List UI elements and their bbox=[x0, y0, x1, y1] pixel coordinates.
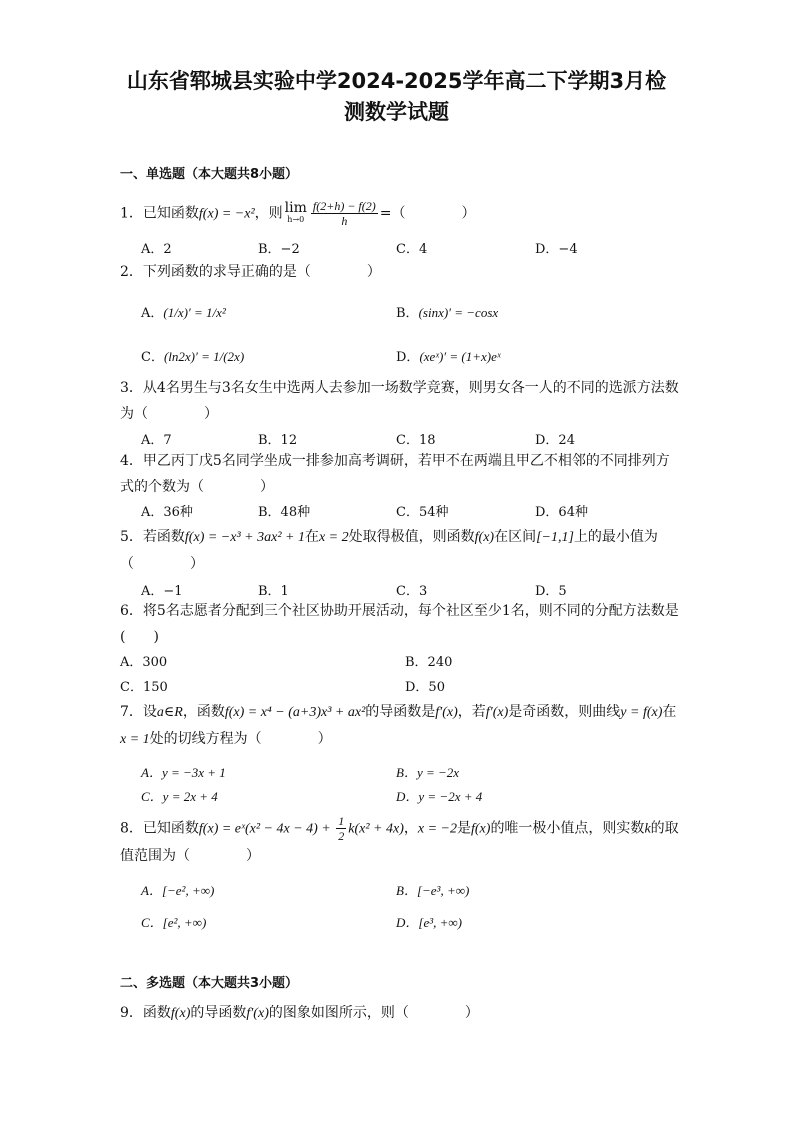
q1-option-c[interactable]: C．4 bbox=[396, 242, 428, 257]
q1-option-b[interactable]: B．−2 bbox=[258, 242, 300, 257]
section-heading-multi-choice: 二、多选题（本大题共3小题） bbox=[120, 976, 299, 991]
q8-k: k bbox=[644, 821, 651, 837]
q2-d-expr: (xeˣ)′ = (1+x)eˣ bbox=[419, 349, 501, 364]
q7-a-in-r: a∈R bbox=[156, 705, 183, 720]
q4-option-c[interactable]: C．54种 bbox=[396, 505, 449, 520]
q8-option-b[interactable]: B．[−e³, +∞) bbox=[396, 883, 470, 898]
question-3: 3．从4名男生与3名女生中选两人去参加一场数学竞赛，则男女各一人的不同的选派方法数为（ ） bbox=[120, 380, 679, 422]
question-2: 2．下列函数的求导正确的是（ ） bbox=[120, 264, 381, 280]
q1-limit bbox=[284, 199, 307, 226]
q5-option-c[interactable]: C．3 bbox=[396, 584, 428, 599]
q8-function-tail: k(x² + 4x) bbox=[348, 821, 404, 837]
q1-lim-sub: h→0 bbox=[287, 214, 305, 224]
q5-function: f(x) = −x³ + 3ax² + 1 bbox=[184, 530, 305, 545]
q3-option-b[interactable]: B．12 bbox=[258, 433, 298, 448]
q7-option-a[interactable]: A．y = −3x + 1 bbox=[141, 765, 226, 780]
q7-text-1: 7．设 bbox=[120, 704, 157, 720]
q9-function: f(x) bbox=[170, 1006, 191, 1021]
q7-option-b[interactable]: B．y = −2x bbox=[396, 765, 460, 780]
q7-x-value: x = 1 bbox=[120, 732, 150, 747]
q2-d-label: D． bbox=[396, 350, 420, 365]
q1-function: f(x) = −x² bbox=[198, 206, 255, 222]
question-1 bbox=[120, 199, 680, 228]
page-title bbox=[60, 66, 733, 128]
question-8 bbox=[120, 814, 680, 869]
q1-lim-word: lim bbox=[284, 199, 307, 216]
q2-c-label: C． bbox=[141, 350, 164, 365]
q7-option-c[interactable]: C．y = 2x + 4 bbox=[141, 789, 218, 804]
q8-text-3: 是 bbox=[457, 820, 471, 837]
q1-option-d[interactable]: D．−4 bbox=[535, 242, 578, 257]
q9-text-2: 的导函数 bbox=[190, 1005, 247, 1021]
q8-option-d[interactable]: D．[e³, +∞) bbox=[396, 915, 462, 930]
q8-x-value: x = −2 bbox=[417, 821, 457, 837]
q2-option-d[interactable] bbox=[396, 346, 501, 365]
q5-interval: [−1,1] bbox=[536, 530, 574, 545]
q8-half-fraction bbox=[336, 814, 346, 843]
q2-a-expr: (1/x)′ = 1/x² bbox=[163, 305, 226, 320]
question-9 bbox=[120, 1000, 680, 1027]
q9-text-3: 的图象如图所示，则（ ） bbox=[268, 1005, 479, 1021]
q6-option-a[interactable]: A．300 bbox=[120, 655, 168, 670]
q7-text-5: 是奇函数，则曲线 bbox=[508, 704, 621, 720]
q2-a-label: A． bbox=[141, 306, 164, 321]
q5-option-a[interactable]: A．−1 bbox=[141, 584, 183, 599]
q2-c-expr: (ln2x)′ = 1/(2x) bbox=[163, 349, 245, 364]
q7-text-3: 的导函数是 bbox=[365, 704, 436, 720]
question-4: 4．甲乙丙丁戊5名同学坐成一排参加高考调研，若甲不在两端且甲乙不相邻的不同排列方式的个数为（ ） bbox=[120, 453, 670, 495]
q5-text-1: 5．若函数 bbox=[120, 529, 185, 545]
q7-option-d[interactable]: D．y = −2x + 4 bbox=[396, 789, 483, 804]
q8-function: f(x) = eˣ(x² − 4x − 4) + bbox=[198, 821, 335, 837]
q5-x-value: x = 2 bbox=[318, 530, 349, 545]
q8-text-1: 8．已知函数 bbox=[120, 820, 199, 837]
q1-denominator: h bbox=[341, 214, 348, 228]
question-5 bbox=[120, 524, 680, 577]
q3-option-c[interactable]: C．18 bbox=[396, 433, 436, 448]
q6-option-c[interactable]: C．150 bbox=[120, 680, 168, 695]
q1-mid: ，则 bbox=[254, 205, 283, 222]
q5-text-3: 处取得极值，则函数 bbox=[348, 529, 475, 545]
q1-prefix: 1．已知函数 bbox=[120, 205, 199, 222]
q3-option-d[interactable]: D．24 bbox=[535, 433, 575, 448]
q8-text-4: 的唯一极小值点，则实数 bbox=[490, 820, 645, 837]
q1-post: =（ ） bbox=[379, 205, 476, 222]
q7-curve: y = f(x) bbox=[620, 705, 663, 720]
q7-text-4: ，若 bbox=[457, 704, 486, 720]
q2-option-b[interactable] bbox=[396, 302, 498, 321]
q7-derivative-ref: f′(x) bbox=[485, 705, 509, 720]
q5-option-b[interactable]: B．1 bbox=[258, 584, 289, 599]
q7-text-7: 处的切线方程为（ ） bbox=[149, 731, 332, 747]
q8-half-den: 2 bbox=[338, 829, 345, 843]
title-line-2: 测数学试题 bbox=[344, 100, 449, 124]
q2-b-label: B． bbox=[396, 306, 419, 321]
q7-derivative: f′(x) bbox=[435, 705, 458, 720]
q1-option-a[interactable]: A．2 bbox=[141, 242, 172, 257]
q8-text-5: 的取值范围为（ ） bbox=[120, 820, 679, 864]
question-7 bbox=[120, 699, 680, 753]
q1-numerator: f(2+h) − f(2) bbox=[312, 199, 376, 213]
q7-function: f(x) = x⁴ − (a+3)x³ + ax² bbox=[224, 705, 366, 720]
q4-option-d[interactable]: D．64种 bbox=[535, 505, 588, 520]
q2-option-c[interactable] bbox=[141, 346, 244, 365]
q7-text-6: 在 bbox=[662, 704, 677, 720]
q8-function-ref: f(x) bbox=[471, 821, 491, 837]
q4-option-b[interactable]: B．48种 bbox=[258, 505, 311, 520]
section-heading-single-choice: 一、单选题（本大题共8小题） bbox=[120, 167, 299, 182]
q5-text-5: 上的最小值为（ ） bbox=[120, 529, 658, 572]
q4-option-a[interactable]: A．36种 bbox=[141, 505, 193, 520]
q8-option-a[interactable]: A．[−e², +∞) bbox=[141, 883, 215, 898]
q9-text-1: 9．函数 bbox=[120, 1005, 171, 1021]
q6-option-b[interactable]: B．240 bbox=[405, 655, 453, 670]
q8-text-2: ， bbox=[403, 820, 418, 837]
q6-option-d[interactable]: D．50 bbox=[405, 680, 445, 695]
q8-option-c[interactable]: C．[e², +∞) bbox=[141, 915, 207, 930]
q5-text-4: 在区间 bbox=[494, 529, 537, 545]
title-line-1: 山东省郓城县实验中学2024-2025学年高二下学期3月检 bbox=[126, 69, 667, 93]
q1-fraction bbox=[311, 199, 378, 228]
q8-half-num: 1 bbox=[338, 814, 345, 828]
question-6: 6．将5名志愿者分配到三个社区协助开展活动，每个社区至少1名，则不同的分配方法数是( ) bbox=[120, 603, 679, 645]
q5-text-2: 在 bbox=[304, 529, 319, 545]
q5-option-d[interactable]: D．5 bbox=[535, 584, 567, 599]
q9-derivative: f′(x) bbox=[246, 1006, 269, 1021]
q2-option-a[interactable] bbox=[141, 302, 226, 321]
q7-text-2: ，函数 bbox=[182, 704, 225, 720]
q3-option-a[interactable]: A．7 bbox=[141, 433, 172, 448]
q5-function-ref: f(x) bbox=[474, 530, 495, 545]
q2-b-expr: (sinx)′ = −cosx bbox=[418, 305, 499, 320]
